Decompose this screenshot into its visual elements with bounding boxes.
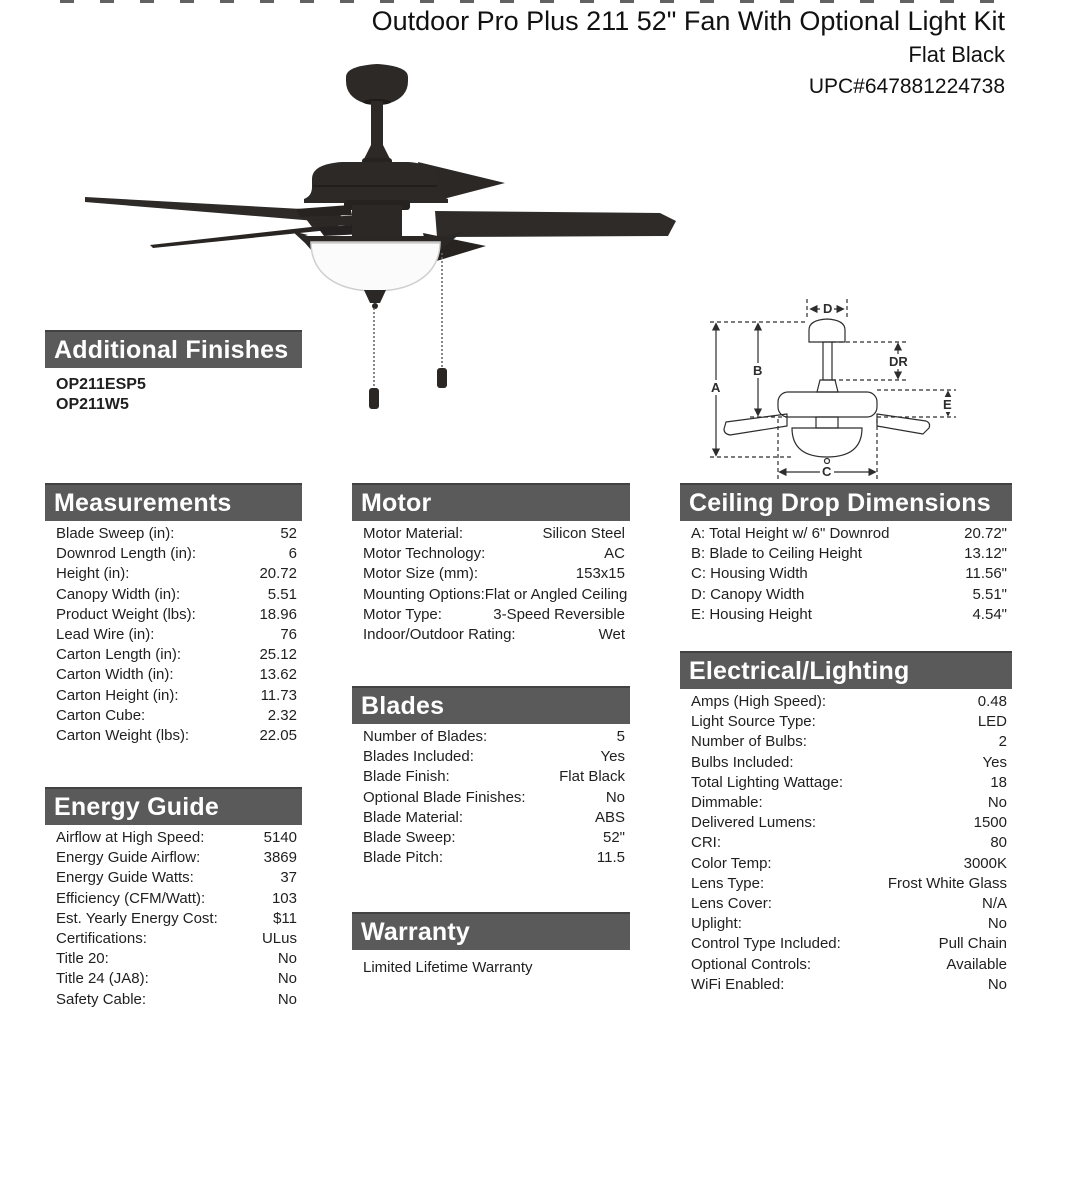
electrical-section [680,651,1012,995]
spec-label: Product Weight (lbs): [56,605,196,623]
measurements-header [45,483,302,521]
spec-row [45,564,302,584]
spec-value: 153x15 [575,565,625,583]
spec-value: 5140 [263,829,297,846]
spec-value: No [277,990,297,1008]
motor-header [352,483,630,521]
light-finial-ball [372,303,378,309]
spec-value: Wet [598,626,625,644]
ceiling-drop-title: Ceiling Drop Dimensions [689,489,991,517]
cropped-top-text-remnant [60,0,1020,3]
electrical-title: Electrical/Lighting [689,657,910,685]
spec-row [45,949,302,969]
additional-finishes-header [45,330,302,368]
spec-row [680,753,1012,773]
spec-label: Optional Blade Finishes: [363,788,526,806]
spec-label: Blade Sweep: [363,829,456,847]
spec-label: Delivered Lumens: [691,814,817,832]
fan-switch-housing [352,205,402,237]
spec-value: 5.51" [972,585,1007,603]
spec-label: Lens Type: [691,874,765,892]
spec-value: 3869 [263,849,297,867]
electrical-header [680,651,1012,689]
spec-label: Carton Length (in): [56,646,182,664]
spec-value: Frost White Glass [887,874,1007,892]
diagram-finial [825,459,830,464]
spec-value: 6 [288,545,297,563]
page-title: Outdoor Pro Plus 211 52" Fan With Optional Light Kit [371,6,1005,36]
spec-label: Blade Material: [363,808,464,826]
spec-label: Motor Technology: [363,545,486,563]
spec-row [45,686,302,706]
diagram-housing [778,392,877,417]
spec-label: Motor Type: [363,605,442,623]
spec-label: Airflow at High Speed: [56,829,205,846]
spec-row [45,726,302,746]
spec-label: Number of Blades: [363,728,488,745]
additional-finishes-section [45,330,302,415]
fan-downrod-coupler [364,145,390,159]
spec-row [680,955,1012,975]
spec-value: 80 [990,834,1007,852]
spec-value: No [605,788,625,806]
warranty-header [352,912,630,950]
spec-value: 11.56" [965,565,1007,583]
spec-row [45,969,302,989]
fan-blade-iron [296,205,352,217]
spec-label: Est. Yearly Energy Cost: [56,909,218,927]
spec-value: 25.12 [259,646,297,664]
spec-label: Amps (High Speed): [691,693,827,710]
spec-label: Downrod Length (in): [56,545,197,563]
light-finial [364,290,386,303]
spec-label: Carton Width (in): [56,666,174,684]
spec-row [680,813,1012,833]
spec-label: Bulbs Included: [691,753,794,771]
spec-value: Flat Black [559,768,625,786]
spec-row [680,692,1012,712]
spec-value: 1500 [973,814,1007,832]
spec-value: 76 [280,626,297,644]
spec-value: 18.96 [259,605,297,623]
spec-row [680,894,1012,914]
spec-value: 52" [602,829,625,847]
spec-row [45,990,302,1010]
spec-value: 0.48 [977,693,1007,710]
ceiling-drop-diagram [690,283,1020,488]
spec-row [45,929,302,949]
spec-row [352,808,630,828]
spec-label: WiFi Enabled: [691,975,785,993]
spec-row [680,524,1012,544]
spec-row [352,788,630,808]
spec-value: LED [977,713,1007,731]
spec-row [45,848,302,868]
spec-label: Indoor/Outdoor Rating: [363,626,516,644]
spec-value: Silicon Steel [542,525,625,542]
spec-label: Efficiency (CFM/Watt): [56,889,206,907]
spec-row [680,732,1012,752]
spec-value: No [987,975,1007,993]
electrical-rows [680,689,1012,995]
spec-value: 18 [990,773,1007,791]
spec-row [680,934,1012,954]
dim-label-A: A [711,380,721,395]
spec-label: Motor Size (mm): [363,565,479,583]
spec-row [680,854,1012,874]
spec-value: 2.32 [267,706,297,724]
spec-row [45,828,302,848]
spec-value: Pull Chain [938,935,1007,953]
spec-value: 5 [616,728,625,745]
spec-label: Lens Cover: [691,895,772,913]
diagram-canopy [809,319,845,342]
spec-label: Light Source Type: [691,713,816,731]
spec-row [352,848,630,868]
spec-row [352,605,630,625]
dim-label-B: B [753,363,763,378]
finish-list [45,368,302,415]
spec-value: 13.12" [964,545,1007,563]
spec-label: Color Temp: [691,854,772,872]
pull-chain-right-fob [437,368,447,388]
spec-row [680,914,1012,934]
spec-value: Flat or Angled Ceiling [484,585,628,603]
finish-subtitle: Flat Black [908,42,1005,67]
spec-value: N/A [981,895,1007,913]
fan-motor-housing [304,162,448,203]
pull-chain-left-fob [369,388,379,409]
spec-label: Total Lighting Wattage: [691,773,844,791]
spec-row [45,665,302,685]
spec-value: Yes [600,748,625,766]
spec-label: Uplight: [691,915,742,933]
spec-row [45,706,302,726]
spec-row [45,889,302,909]
energy-guide-header [45,787,302,825]
spec-label: Number of Bulbs: [691,733,807,751]
spec-label: Carton Weight (lbs): [56,727,190,745]
spec-label: D: Canopy Width [691,585,805,603]
spec-row [680,712,1012,732]
spec-row [352,625,630,645]
dim-label-DR: DR [889,354,908,369]
spec-row [45,605,302,625]
spec-label: Blade Sweep (in): [56,525,175,542]
energy-guide-title: Energy Guide [54,793,219,821]
spec-value: No [277,950,297,968]
spec-label: Optional Controls: [691,955,812,973]
measurements-rows [45,521,302,746]
diagram-downrod [823,342,832,380]
spec-row [680,874,1012,894]
dim-label-C: C [822,464,832,479]
spec-row [352,585,630,605]
spec-row [352,564,630,584]
spec-value: 5.51 [267,585,297,603]
spec-row [352,828,630,848]
spec-label: Energy Guide Watts: [56,869,194,887]
spec-label: Carton Height (in): [56,686,179,704]
finish-item: OP211ESP5 [56,376,146,393]
spec-row [680,605,1012,625]
spec-row [45,909,302,929]
blades-title: Blades [361,692,445,720]
spec-value: 3000K [963,854,1007,872]
spec-label: Title 24 (JA8): [56,970,149,988]
spec-row [680,793,1012,813]
motor-title: Motor [361,489,432,517]
spec-row [45,645,302,665]
spec-label: Blade Pitch: [363,849,444,867]
spec-value: ABS [594,808,625,826]
dim-label-E: E [943,397,952,412]
energy-guide-rows [45,825,302,1010]
spec-row [680,773,1012,793]
spec-value: $11 [273,909,297,927]
spec-value: Yes [982,753,1007,771]
spec-label: Energy Guide Airflow: [56,849,201,867]
spec-row [680,585,1012,605]
fan-blade-right [435,211,676,237]
spec-value: 20.72 [259,565,297,583]
spec-row [45,585,302,605]
warranty-section [352,912,630,978]
spec-label: Title 20: [56,950,109,968]
spec-row [680,544,1012,564]
measurements-section [45,483,302,746]
diagram-light-dome [792,428,862,457]
spec-value: 37 [280,869,297,887]
motor-section [352,483,630,645]
spec-value: No [987,915,1007,933]
spec-row [352,524,630,544]
spec-label: C: Housing Width [691,565,808,583]
spec-label: Canopy Width (in): [56,585,181,603]
spec-label: Blade Finish: [363,768,450,786]
spec-row [45,625,302,645]
blades-rows [352,724,630,868]
dim-label-D: D [823,301,833,316]
spec-value: 2 [998,733,1007,751]
ceiling-drop-section [680,483,1012,625]
spec-label: Motor Material: [363,525,464,542]
spec-value: 4.54" [972,605,1007,623]
spec-value: AC [604,545,625,563]
additional-finishes-title: Additional Finishes [54,336,289,364]
motor-rows [352,521,630,645]
fan-downrod [371,101,383,145]
upc-code: UPC#647881224738 [808,75,1005,98]
spec-value: 52 [280,525,297,542]
spec-value: ULus [261,930,297,948]
spec-label: Control Type Included: [691,935,841,953]
spec-label: Height (in): [56,565,130,583]
spec-row [352,747,630,767]
spec-value: 11.5 [596,849,625,867]
spec-label: Safety Cable: [56,990,147,1008]
spec-value: 20.72" [964,525,1007,542]
spec-value: No [277,970,297,988]
measurements-title: Measurements [54,489,232,517]
warranty-text: Limited Lifetime Warranty [363,959,533,976]
spec-row [45,544,302,564]
spec-label: Certifications: [56,930,147,948]
spec-value: 13.62 [259,666,297,684]
ceiling-drop-rows [680,521,1012,625]
spec-label: Carton Cube: [56,706,146,724]
spec-label: Dimmable: [691,794,763,812]
spec-label: B: Blade to Ceiling Height [691,545,862,563]
spec-row [45,868,302,888]
spec-label: Blades Included: [363,748,474,766]
spec-label: Lead Wire (in): [56,626,155,644]
spec-row [680,564,1012,584]
diagram-blade-left [724,414,787,435]
spec-row [680,975,1012,995]
spec-value: Available [946,955,1007,973]
finish-item: OP211W5 [56,396,129,413]
spec-label: E: Housing Height [691,605,812,623]
blades-header [352,686,630,724]
diagram-hub [816,417,838,428]
spec-row [680,833,1012,853]
spec-value: 22.05 [259,727,297,745]
spec-label: A: Total Height w/ 6" Downrod [691,525,890,542]
fan-product-image [50,55,710,510]
spec-row [352,544,630,564]
ceiling-drop-header [680,483,1012,521]
blades-section [352,686,630,868]
spec-label: Mounting Options: [363,585,485,603]
fan-canopy [346,64,408,103]
spec-value: No [987,794,1007,812]
spec-row [352,767,630,787]
spec-value: 11.73 [260,686,297,704]
spec-value: 103 [271,889,297,907]
diagram-coupler [817,380,838,392]
spec-row [45,524,302,544]
spec-label: CRI: [691,834,721,852]
spec-row [352,727,630,747]
light-dome [311,242,440,291]
energy-guide-section [45,787,302,1010]
spec-value: 3-Speed Reversible [493,605,625,623]
warranty-title: Warranty [361,918,471,946]
